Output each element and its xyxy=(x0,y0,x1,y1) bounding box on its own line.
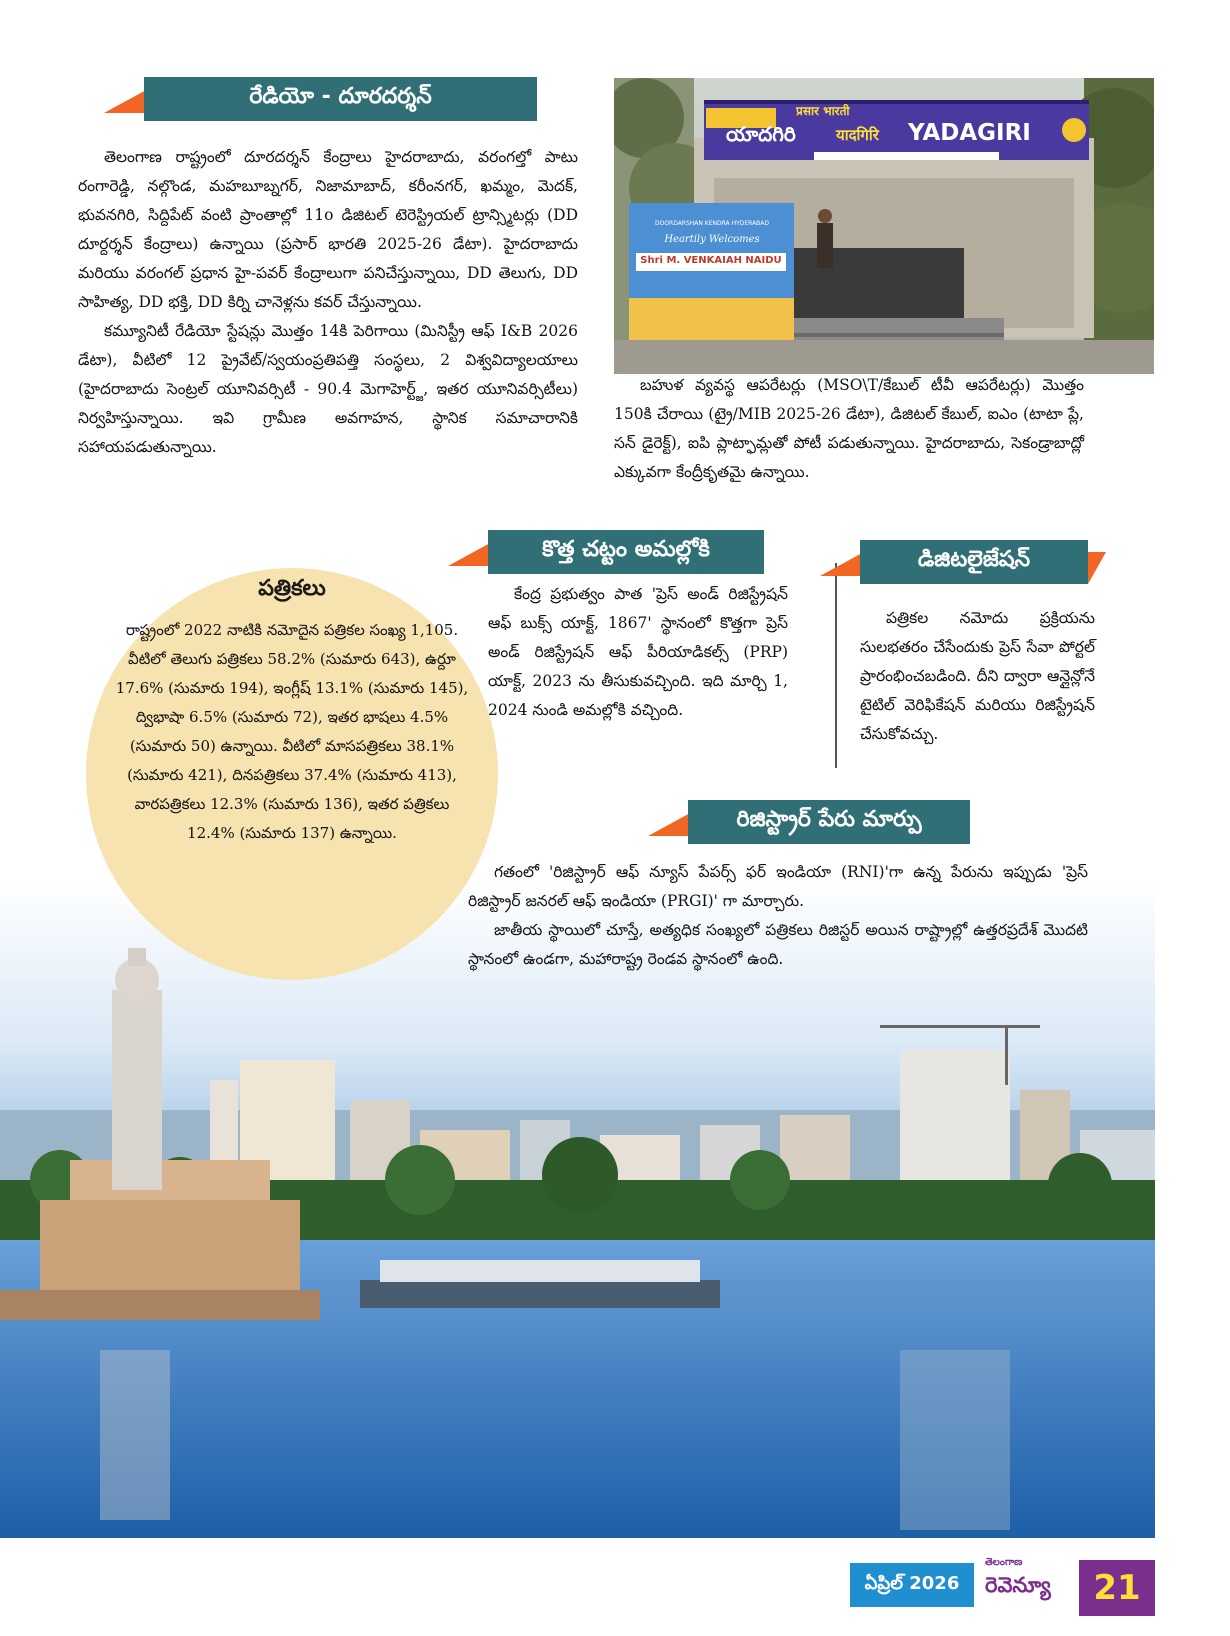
newspapers-text: రాష్ట్రంలో 2022 నాటికి నమోదైన పత్రికల సంఖ్య 1,105. వీటిలో తెలుగు పత్రికలు 58.2% (సుమారు 643), ఉర్దూ 17.6% (సుమారు 194), ఇంగ్లీష్ 13.1% (సుమారు 145), ద్విభాషా 6.5% (సుమారు 72), ఇతర భాషలు 4.5% (సుమారు 50) ఉన్నాయి. వీటిలో మాసపత్రికలు 38.1% (సుమారు 421), దినపత్రికలు 37.4% (సుమారు 413), వారపత్రికలు 12.3% (సుమారు 136), ఇతర పత్రికలు 12.4% (సుమారు 137) ఉన్నాయి. xyxy=(115,621,469,842)
orange-triangle-icon xyxy=(820,552,864,576)
orange-triangle-icon xyxy=(648,812,692,836)
banner-org: DOORDARSHAN KENDRA HYDERABAD xyxy=(654,220,770,227)
footer-date: ఏప్రిల్ 2026 xyxy=(850,1563,974,1607)
mso-body xyxy=(614,371,1084,487)
hyderabad-skyline-photo xyxy=(0,880,1155,1538)
radio-paragraph-2: కమ్యూనిటీ రేడియో స్టేషన్లు మొత్తం 14కి పెరిగాయి (మినిస్ట్రీ ఆఫ్ I&B 2026 డేటా), వీటిలో 12 ప్రైవేట్/స్వయంప్రతిపత్తి సంస్థలు, 2 విశ్వవిద్యాలయాలు (హైదరాబాదు సెంట్రల్ యూనివర్సిటీ - 90.4 మెగాహెర్ట్జ్, ఇతర యూనివర్సిటీలు) నిర్వహిస్తున్నాయి. ఇవి గ్రామీణ అవగాహన, స్థానిక సమాచారానికి సహాయపడుతున్నాయి. xyxy=(78,322,578,456)
digital-title: డిజిటలైజేషన్ xyxy=(860,540,1088,584)
sign-english: YADAGIRI xyxy=(908,120,1031,146)
digital-divider xyxy=(835,563,837,768)
registrar-paragraph-1: గతంలో 'రిజిస్ట్రార్ ఆఫ్ న్యూస్ పేపర్స్ ఫర్ ఇండియా (RNI)'గా ఉన్న పేరును ఇప్పుడు 'ప్రెస్ రిజిస్ట్రార్ జనరల్ ఆఫ్ ఇండియా (PRGI)' గా మార్చారు. xyxy=(468,863,1088,910)
page-number: 21 xyxy=(1079,1560,1155,1616)
skyline-drawing xyxy=(0,880,1155,1538)
banner-line: Heartily Welcomes xyxy=(664,234,760,245)
registrar-paragraph-2: జాతీయ స్థాయిలో చూస్తే, అత్యధిక సంఖ్యలో పత్రికలు రిజిస్టర్ అయిన రాష్ట్రాల్లో ఉత్తరప్రదేశ్ మొదటి స్థానంలో ఉండగా, మహారాష్ట్ర రెండవ స్థానంలో ఉంది. xyxy=(468,921,1088,968)
digital-paragraph: పత్రికల నమోదు ప్రక్రియను సులభతరం చేసేందుకు ప్రెస్ సేవా పోర్టల్ ప్రారంభించబడింది. దీని ద్వారా ఆన్లైన్లోనే టైటిల్ వెరిఫికేషన్ మరియు రిజిస్ట్రేషన్ చేసుకోవచ్చు. xyxy=(860,609,1095,743)
newlaw-header xyxy=(448,530,764,574)
doordarshan-logo-icon xyxy=(1062,118,1086,142)
registrar-title: రిజిస్ట్రార్ పేరు మార్పు xyxy=(688,800,970,844)
digital-header xyxy=(820,540,1088,584)
radio-paragraph-1: తెలంగాణ రాష్ట్రంలో దూరదర్శన్ కేంద్రాలు హైదరాబాదు, వరంగల్తో పాటు రంగారెడ్డి, నల్గొండ, మహబూబ్నగర్, నిజామాబాద్, కరీంనగర్, ఖమ్మం, మెదక్, భువనగిరి, సిద్దిపేట్ వంటి ప్రాంతాల్లో 11o డిజిటల్ టెరెస్ట్రియల్ ట్రాన్స్మిటర్లు (DD దూర్దర్శన్ కేంద్రాలు) ఉన్నాయి (ప్రసార్ భారతి 2025-26 డేటా). హైదరాబాదు మరియు వరంగల్ ప్రధాన హై-పవర్ కేంద్రాలుగా పనిచేస్తున్నాయి, DD తెలుగు, DD సాహిత్య, DD భక్తి, DD కిర్ని చానెళ్లను కవర్ చేస్తున్నాయి. xyxy=(78,148,578,311)
banner-name: Shri M. VENKAIAH NAIDU xyxy=(640,255,782,266)
orange-tail-icon xyxy=(1088,552,1106,584)
newspapers-circle xyxy=(86,568,498,980)
brand-small: తెలంగాణ xyxy=(985,1557,1023,1568)
registrar-header xyxy=(648,800,970,844)
radio-body xyxy=(78,143,578,462)
yadagiri-building-photo xyxy=(614,78,1154,374)
orange-triangle-icon xyxy=(104,89,148,113)
newlaw-body xyxy=(488,580,788,725)
radio-title: రేడియో - దూరదర్శన్ xyxy=(144,77,537,121)
registrar-body xyxy=(468,858,1088,974)
sign-hindi-top: प्रसार भारती xyxy=(796,104,850,118)
brand-name: రెవెన్యూ xyxy=(985,1573,1051,1597)
orange-triangle-icon xyxy=(448,542,492,566)
mso-paragraph: బహుళ వ్యవస్థ ఆపరేటర్లు (MSO\T/కేబుల్ టీవీ ఆపరేటర్లు) మొత్తం 150కి చేరాయి (ట్రై/MIB 2025-26 డేటా), డిజిటల్ కేబుల్, ఐఎం (టాటా ప్లే, సన్ డైరెక్ట్), ఐపి ప్లాట్ఫామ్లతో పోటీ పడుతున్నాయి. హైదరాబాదు, సెకండ్రాబాద్లో ఎక్కువగా కేంద్రీకృతమై ఉన్నాయి. xyxy=(614,376,1084,481)
sign-telugu: యాదగిరి xyxy=(726,122,796,146)
newlaw-paragraph: కేంద్ర ప్రభుత్వం పాత 'ప్రెస్ అండ్ రిజిస్ట్రేషన్ ఆఫ్ బుక్స్ యాక్ట్, 1867' స్థానంలో కొత్తగా ప్రెస్ అండ్ రిజిస్ట్రేషన్ ఆఫ్ పీరియాడికల్స్ (PRP) యాక్ట్, 2023 ను తీసుకువచ్చింది. ఇది మార్చి 1, 2024 నుండి అమల్లోకి వచ్చింది. xyxy=(488,585,788,719)
magazine-brand xyxy=(985,1556,1069,1612)
sign-hindi: यादगिरि xyxy=(836,126,879,144)
digital-body xyxy=(860,604,1095,749)
newlaw-title: కొత్త చట్టం అమల్లోకి xyxy=(488,530,764,574)
newspapers-title: పత్రికలు xyxy=(258,576,326,601)
radio-header xyxy=(104,77,537,121)
